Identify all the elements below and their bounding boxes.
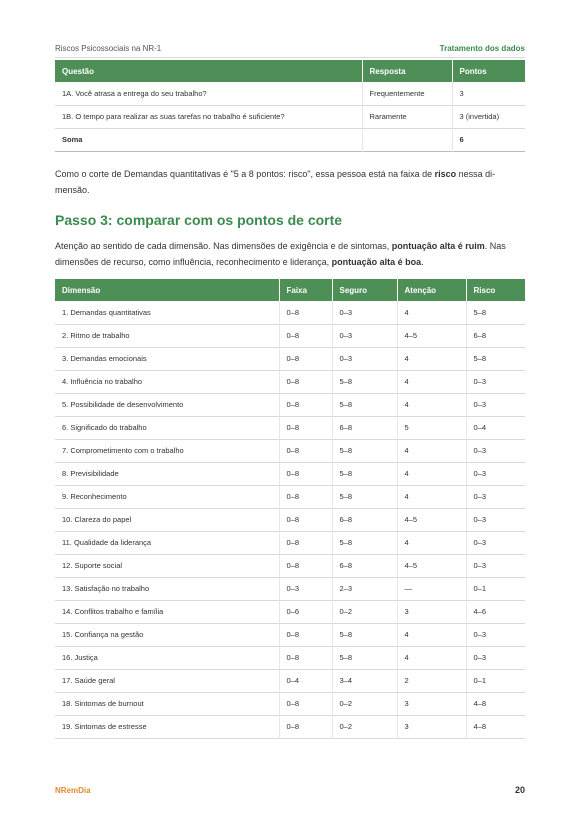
table-row	[55, 623, 525, 646]
table-row	[55, 577, 525, 600]
table-cell: 6–8	[466, 324, 525, 347]
table-cell: 5	[397, 416, 466, 439]
table-cell: 0–3	[466, 485, 525, 508]
table-cell: 2	[397, 669, 466, 692]
table-cell: 0–3	[332, 324, 397, 347]
table-cell: 1. Demandas quantitativas	[62, 307, 151, 317]
table-cell: 0–1	[466, 577, 525, 600]
table-cell: 0–8	[279, 692, 332, 715]
table-row	[55, 531, 525, 554]
table-cell: 0–8	[279, 439, 332, 462]
table-cell: 0–8	[279, 485, 332, 508]
table-row	[55, 347, 525, 370]
table-cell: 5–8	[466, 301, 525, 324]
table-cell: 4–8	[466, 692, 525, 715]
table-cell: 4	[397, 462, 466, 485]
table-cell: 5–8	[332, 485, 397, 508]
table-cell: —	[397, 577, 466, 600]
column-header: Dimensão	[55, 279, 279, 301]
table-row	[55, 600, 525, 623]
document-title: Riscos Psicossociais na NR-1	[55, 44, 162, 53]
table-row	[55, 692, 525, 715]
table-cell: 0–8	[279, 715, 332, 738]
table-cell: 0–8	[279, 347, 332, 370]
table-cell: 8. Previsibilidade	[62, 469, 119, 478]
table-cell	[362, 128, 452, 151]
table-cell: 0–8	[279, 623, 332, 646]
table-cell: 4–5	[397, 324, 466, 347]
table-row	[55, 416, 525, 439]
text-run: Atenção ao sentido de cada dimensão. Nas dimensões de exigência e de sintomas,	[55, 241, 392, 251]
table-row	[55, 669, 525, 692]
table-cell: 1A. Você atrasa a entrega do seu trabalho?	[62, 88, 207, 98]
table-row	[55, 508, 525, 531]
table-cell: 19. Sintomas de estresse	[62, 722, 147, 731]
table-row	[55, 301, 525, 324]
table-cell: 0–3	[279, 577, 332, 600]
table-cell: 0–8	[279, 370, 332, 393]
table-cell: 0–6	[279, 600, 332, 623]
table-cell: 0–8	[279, 508, 332, 531]
table-cell: 6–8	[332, 508, 397, 531]
table-cell: 4. Influência no trabalho	[62, 377, 143, 386]
table-cell: 0–3	[466, 439, 525, 462]
table-cell: 0–8	[279, 646, 332, 669]
table-cell: 0–3	[466, 393, 525, 416]
table-cell: 3	[397, 600, 466, 623]
table-cell: 3	[397, 715, 466, 738]
column-header: Faixa	[279, 279, 332, 301]
table-row	[55, 82, 525, 105]
table-cell: 6–8	[332, 554, 397, 577]
table-cell: 2. Ritmo de trabalho	[62, 331, 130, 340]
table-cell: 0–8	[279, 531, 332, 554]
table-cell: 3	[397, 692, 466, 715]
table-row	[55, 715, 525, 738]
table-cell: 0–3	[332, 347, 397, 370]
table-cell: 5–8	[332, 531, 397, 554]
sum-row	[55, 128, 525, 151]
table-cell: 4–5	[397, 508, 466, 531]
table-cell: 13. Satisfação no trabalho	[62, 584, 150, 593]
table-cell: 5–8	[332, 370, 397, 393]
table-cell: 0–4	[466, 416, 525, 439]
text-run: .	[421, 257, 424, 267]
table-cell: 9. Reconhecimento	[62, 492, 127, 501]
emphasis-text: pontuação alta é ruim	[391, 241, 485, 251]
table-cell: 18. Sintomas de burnout	[62, 699, 144, 708]
table-row	[55, 485, 525, 508]
table-cell: 0–3	[332, 301, 397, 324]
table-cell: 5. Possibilidade de desenvolvimento	[62, 400, 184, 409]
cutoff-table	[55, 279, 525, 739]
table-cell: 0–2	[332, 600, 397, 623]
table-cell: 4	[397, 370, 466, 393]
table-cell: 0–2	[332, 692, 397, 715]
table-cell: 3–4	[332, 669, 397, 692]
table-cell: Soma	[62, 135, 83, 144]
emphasis-text: risco	[434, 169, 457, 179]
table-cell: Raramente	[362, 105, 452, 128]
table-cell: 10. Clareza do papel	[62, 515, 132, 524]
table-cell: 0–3	[466, 646, 525, 669]
table-cell: 6	[452, 128, 525, 151]
table-cell: 6–8	[332, 416, 397, 439]
table-cell: 15. Confiança na gestão	[62, 630, 144, 639]
running-header	[55, 44, 525, 53]
table-cell: 0–3	[466, 554, 525, 577]
table-cell: 5–8	[332, 623, 397, 646]
table-cell: 0–4	[279, 669, 332, 692]
table-cell: 4	[397, 623, 466, 646]
table-cell: 4–6	[466, 600, 525, 623]
table-cell: 2–3	[332, 577, 397, 600]
column-header: Atenção	[397, 279, 466, 301]
table-cell: 3	[452, 82, 525, 105]
table-cell: 14. Conflitos trabalho e família	[62, 607, 164, 616]
table-header-row	[55, 279, 525, 301]
table-row	[55, 370, 525, 393]
table-cell: 4	[397, 439, 466, 462]
table-row	[55, 646, 525, 669]
section-label: Tratamento dos dados	[439, 44, 525, 53]
table-cell: 0–3	[466, 508, 525, 531]
table-row	[55, 105, 525, 128]
table-cell: 4	[397, 301, 466, 324]
table-cell: 5–8	[332, 393, 397, 416]
table-cell: 0–3	[466, 370, 525, 393]
table-cell: 5–8	[332, 646, 397, 669]
table-row	[55, 393, 525, 416]
table-cell: 0–3	[466, 531, 525, 554]
table-row	[55, 439, 525, 462]
table-row	[55, 462, 525, 485]
page-number: 20	[514, 785, 525, 795]
text-run: Como o corte de Demandas quantitativas é "5 a 8 pontos: risco", essa pessoa está na faixa de	[55, 169, 435, 179]
table-cell: 0–3	[466, 462, 525, 485]
table-cell: Frequentemente	[362, 82, 452, 105]
column-header: Questão	[55, 60, 362, 82]
column-header: Resposta	[362, 60, 452, 82]
table-cell: 0–8	[279, 301, 332, 324]
table-cell: 3. Demandas emocionais	[62, 354, 147, 363]
table-cell: 4–5	[397, 554, 466, 577]
table-cell: 1B. O tempo para realizar as suas tarefas no trabalho é suficiente?	[62, 112, 285, 121]
table-cell: 0–8	[279, 554, 332, 577]
table-cell: 0–8	[279, 393, 332, 416]
table-header-row	[55, 60, 525, 82]
table-cell: 0–3	[466, 623, 525, 646]
table-cell: 4	[397, 347, 466, 370]
table-cell: 16. Justiça	[62, 653, 98, 662]
table-cell: 0–2	[332, 715, 397, 738]
table-cell: 7. Comprometimento com o trabalho	[62, 446, 184, 455]
table-cell: 11. Qualidade da liderança	[62, 538, 152, 547]
table-cell: 4	[397, 393, 466, 416]
table-cell: 12. Suporte social	[62, 561, 123, 570]
answers-table	[55, 60, 525, 152]
table-cell: 4	[397, 531, 466, 554]
table-row	[55, 324, 525, 347]
table-cell: 0–8	[279, 416, 332, 439]
table-cell: 0–1	[466, 669, 525, 692]
column-header: Pontos	[452, 60, 525, 82]
table-cell: 17. Saúde geral	[62, 676, 115, 685]
table-cell: 4–8	[466, 715, 525, 738]
table-cell: 3 (invertida)	[452, 105, 525, 128]
table-cell: 0–8	[279, 462, 332, 485]
header-divider	[55, 57, 525, 58]
result-paragraph	[55, 166, 525, 198]
brand-footer: NRemDia	[55, 786, 91, 795]
text-run: . Nas dimensões de recurso, como influência, reconhecimento e liderança,	[55, 241, 506, 267]
table-cell: 0–8	[279, 324, 332, 347]
text-run: nessa di-mensão.	[55, 169, 496, 195]
column-header: Risco	[466, 279, 525, 301]
emphasis-text: pontuação alta é boa	[331, 257, 422, 267]
section-heading: Passo 3: comparar com os pontos de corte	[55, 212, 343, 228]
table-cell: 6. Significado do trabalho	[62, 423, 147, 432]
table-cell: 4	[397, 646, 466, 669]
table-cell: 5–8	[466, 347, 525, 370]
table-row	[55, 554, 525, 577]
table-cell: 5–8	[332, 439, 397, 462]
column-header: Seguro	[332, 279, 397, 301]
table-cell: 5–8	[332, 462, 397, 485]
table-cell: 4	[397, 485, 466, 508]
instruction-paragraph	[55, 238, 525, 270]
